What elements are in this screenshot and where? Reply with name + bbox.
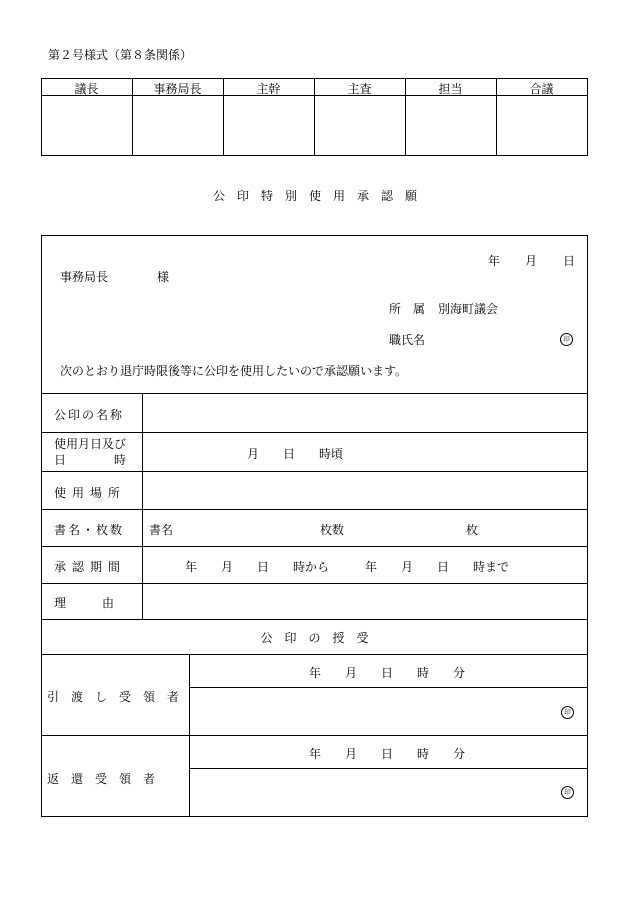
return-recipient-label: 返 還 受 領 者 bbox=[47, 772, 156, 786]
approval-stamp-box[interactable] bbox=[224, 96, 314, 155]
request-date-month: 月 bbox=[525, 254, 538, 268]
affiliation-label: 所 属 bbox=[389, 302, 426, 316]
name-field[interactable] bbox=[440, 328, 550, 346]
addressee-honorific: 様 bbox=[157, 270, 170, 284]
approval-stamp-box[interactable] bbox=[406, 96, 496, 155]
name-label: 職氏名 bbox=[389, 333, 426, 347]
approval-stamp-box[interactable] bbox=[315, 96, 405, 155]
return-datetime[interactable]: 年 月 日 時 分 bbox=[309, 747, 466, 761]
document-title: 公 印 特 別 使 用 承 認 願 bbox=[212, 189, 417, 203]
handover-section-title: 公 印 の 授 受 bbox=[260, 631, 369, 645]
approval-stamp-box[interactable] bbox=[497, 96, 587, 155]
documents-label: 書名・枚数 bbox=[54, 523, 125, 537]
return-signature-field[interactable] bbox=[190, 769, 550, 815]
seal-name-label: 公印の名称 bbox=[54, 408, 125, 422]
reason-field[interactable] bbox=[143, 584, 587, 619]
documents-count-label: 枚数 bbox=[320, 523, 345, 537]
usage-datetime-label-line2: 日 時 bbox=[54, 453, 127, 467]
transfer-signature-field[interactable] bbox=[190, 688, 550, 734]
approval-header-secretary-general: 事務局長 bbox=[153, 82, 202, 96]
form-number: 第２号様式（第８条関係） bbox=[48, 48, 193, 62]
seal-name-field[interactable] bbox=[143, 394, 587, 432]
approval-period-label: 承認期間 bbox=[54, 560, 127, 574]
request-date-year: 年 bbox=[488, 254, 501, 268]
approval-header-inspector: 主査 bbox=[347, 82, 372, 96]
approval-stamp-box[interactable] bbox=[42, 96, 132, 155]
usage-place-field[interactable] bbox=[143, 472, 587, 509]
usage-datetime-value[interactable]: 月 日 時頃 bbox=[247, 447, 344, 461]
approval-period-value[interactable]: 年 月 日 時から 年 月 日 時まで bbox=[185, 560, 510, 574]
usage-datetime-label-line1: 使用月日及び bbox=[54, 437, 127, 451]
return-seal-icon: 印 bbox=[561, 786, 574, 799]
reason-label: 理 由 bbox=[54, 596, 115, 610]
transfer-seal-icon: 印 bbox=[561, 706, 574, 719]
approval-header-consultation: 合議 bbox=[529, 82, 554, 96]
approval-header-chairman: 議長 bbox=[74, 82, 99, 96]
documents-title-label: 書名 bbox=[149, 523, 174, 537]
affiliation-value: 別海町議会 bbox=[438, 302, 499, 316]
usage-place-label: 使用場所 bbox=[54, 486, 127, 500]
request-date-day: 日 bbox=[563, 254, 576, 268]
approval-header-chief: 主幹 bbox=[256, 82, 281, 96]
transfer-datetime[interactable]: 年 月 日 時 分 bbox=[309, 666, 466, 680]
seal-mark-icon: 印 bbox=[560, 333, 573, 346]
addressee: 事務局長 bbox=[60, 270, 109, 284]
approval-stamp-box[interactable] bbox=[133, 96, 223, 155]
documents-count-unit: 枚 bbox=[466, 523, 479, 537]
transfer-recipient-label: 引 渡 し 受 領 者 bbox=[47, 690, 180, 704]
approval-header-staff: 担当 bbox=[438, 82, 463, 96]
request-body-text: 次のとおり退庁時限後等に公印を使用したいので承認願います。 bbox=[60, 364, 408, 378]
usage-datetime-label bbox=[54, 436, 126, 468]
